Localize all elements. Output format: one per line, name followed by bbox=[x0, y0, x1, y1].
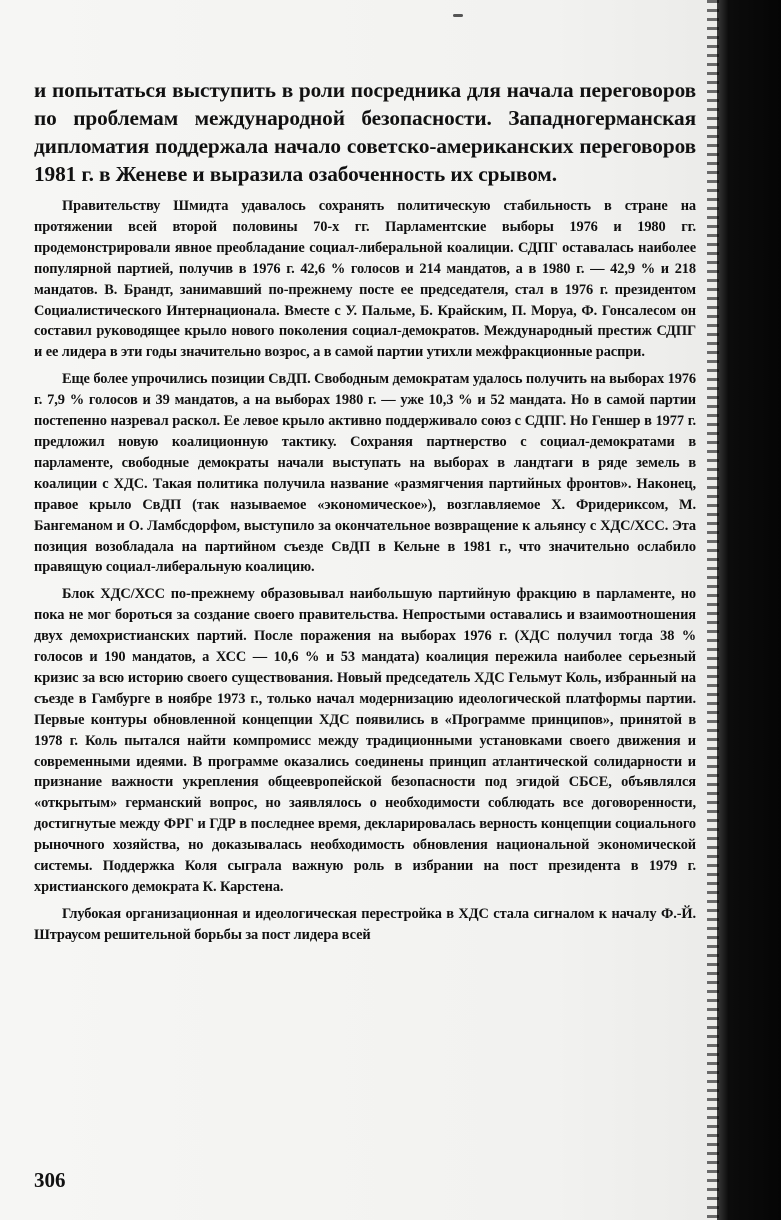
paragraph-3: Блок ХДС/ХСС по-прежнему образовывал наибольшую партийную фракцию в парламенте, но пока не мог бороться за создание своего правительства. Непростыми оставались и взаимоотношения двух демохристианских партий. После поражения на выборах 1976 г. (ХДС получил тогда 38 % голосов и 190 мандатов, а ХСС — 10,6 % и 53 мандата) коалиция пережила наиболее серьезный кризис за всю историю своего существования. Новый председатель ХДС Гельмут Коль, избранный на съезде в Гамбурге в ноябре 1973 г., только начал модернизацию идеологической платформы партии. Первые контуры обновленной концепции ХДС появились в «Программе принципов», принятой в 1978 г. Коль пытался найти компромисс между традиционными установками своего движения и современными идеями. В программе оказались соединены принцип атлантической солидарности и признание важности укрепления общеевропейской безопасности под эгидой СБСЕ, объявлялся «открытым» германский вопрос, но заявлялось о необходимости соблюдать все договоренности, достигнутые между ФРГ и ГДР в последнее время, декларировалась верность концепции социального рыночного хозяйства, но доказывалась необходимость обновления национальной экономической системы. Поддержка Коля сыграла важную роль в избрании на пост президента в 1979 г. христианского демократа К. Карстена. bbox=[34, 586, 696, 895]
page-body bbox=[34, 76, 696, 946]
paragraph-1: Правительству Шмидта удавалось сохранять политическую стабильность в стране на протяжении всей второй половины 70-х гг. Парламентские выборы 1976 и 1980 гг. продемонстрировали явное преобладание социал-либеральной коалиции. СДПГ оставалась наиболее популярной партией, получив в 1976 г. 42,6 % голосов и 214 мандатов, а в 1980 г. — 42,9 % и 218 мандатов. В. Брандт, занимавший по-прежнему посте ее председателя, стал в 1976 г. президентом Социалистического Интернационала. Вместе с У. Пальме, Б. Крайским, П. Моруа, Ф. Гонсалесом он составил руководящее крыло нового поколения социал-демократов. Международный престиж СДПГ и ее лидера в эти годы значительно возрос, а в самой партии утихли межфракционные распри. bbox=[34, 198, 696, 361]
page-number: 306 bbox=[34, 1168, 66, 1192]
scan-speck bbox=[453, 14, 463, 17]
binding-shadow bbox=[717, 0, 781, 1220]
lead-paragraph: и попытаться выступить в роли посредника для начала переговоров по проблемам международной безопасности. Западногерманская дипломатия поддержала начало советско-американских переговоров 1981 г. в Женеве и выразила озабоченность их срывом. bbox=[34, 78, 696, 186]
paragraph-2: Еще более упрочились позиции СвДП. Свободным демократам удалось получить на выборах 1976 г. 7,9 % голосов и 39 мандатов, а на выборах 1980 г. — уже 10,3 % и 52 мандата. Но в самой партии постепенно назревал раскол. Ее левое крыло активно поддерживало союз с СДПГ. Но Геншер в 1977 г. предложил новую коалиционную тактику. Сохраняя партнерство с социал-демократами в парламенте, свободные демократы начали выступать на выборах в ландтаги в ряде земель в коалиции с ХДС. Такая политика получила название «размягчения партийных фронтов». Наконец, правое крыло СвДП (так называемое «экономическое»), возглавляемое Х. Фридериксом, М. Бангеманом и О. Ламбсдорфом, выступило за окончательное возвращение к альянсу с ХДС/ХСС. Эта позиция возобладала на партийном съезде СвДП в Кельне в 1981 г., что значительно ослабило правящую социал-либеральную коалицию. bbox=[34, 371, 696, 576]
paragraph-4: Глубокая организационная и идеологическая перестройка в ХДС стала сигналом к началу Ф.-Й. Штраусом решительной борьбы за пост лидера всей bbox=[34, 905, 696, 943]
